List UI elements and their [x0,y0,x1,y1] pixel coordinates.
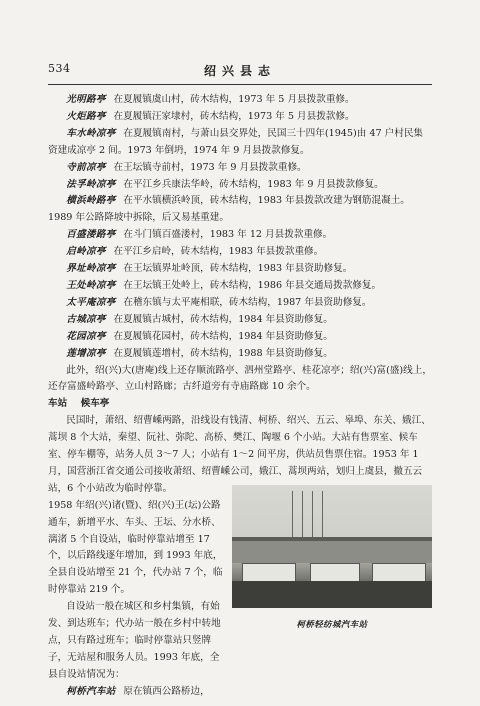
page-number: 534 [48,62,71,75]
ground [232,581,432,608]
pavilion-entry [48,346,432,363]
section-heading [48,396,432,413]
pavilion-text: 在平江乡兵康法华岭，砖木结构，1983 年 9 月县拨款修复。 [123,178,384,190]
pavilion-text: 在王坛镇王处岭上，砖木结构，1986 年县交通局拨款修复。 [123,279,382,291]
station-text: 原在镇西公路桥边， [123,685,210,697]
flagpole [312,491,313,541]
pavilion-text: 在夏履镇虞山村，砖木结构，1973 年 5 月县拨款重修。 [113,94,355,105]
section-subtitle: 候车亭 [80,398,110,410]
pavilion-text: 在夏履镇南村，与萧山县交界处，民国三十四年(1945)由 47 户村民集资建成凉亭 2 间。1973 年倒坍，1974 年 9 月县拨款修复。 [48,127,424,156]
pavilion-entry [48,227,432,244]
pavilion-name: 火炬路亭 [66,110,106,122]
pavilion-entry [48,278,432,295]
pavilion-entry [48,295,432,312]
pavilion-text: 在平水镇横浜岭顶，砖木结构，1983 年县拨款改建为钢筋混凝土。1989 年公路降坡中拆除，后又易基重建。 [48,195,410,224]
pavilion-text: 在平江乡启岭，砖木结构，1983 年县拨款重修。 [113,246,324,258]
pavilion-name: 界址岭凉亭 [66,263,116,275]
book-title: 绍兴县志 [203,64,276,78]
pavilion-name: 古城凉亭 [66,313,106,325]
pavilion-entry [48,109,432,126]
section-paragraph: 自设站一般在城区和乡村集镇，有始发、到达班车；代办站一般在乡村中转地点，只有路过班车；临时停靠站只竖牌子，无站屋和服务人员。1993 年底，全县自设站情况为： [48,601,221,680]
flagpole [322,491,323,541]
pavilion-text: 在夏履镇汪家埭村，砖木结构，1973 年 5 月县拨款修。 [113,110,355,122]
pavilion-name: 太平庵凉亭 [66,296,116,308]
bus-station-photo [232,485,432,608]
photo-caption: 柯桥轻纺城汽车站 [296,619,368,629]
station-entry [48,684,223,701]
section-paragraph: 1958 年绍(兴)诸(暨)、绍(兴)王(坛)公路通车，新增平水、车头、王坛、分水桥、漓渚 5 个自设站，临时停靠站增至 17 个，以后路线逐年增加，到 1993 年底，全县自设站增至 21 个，代办站 7 个，临时停靠站 219 个。 [48,499,223,596]
section-title: 车站 [48,398,68,410]
text-beside-photo [48,498,223,701]
pavilion-entry [48,177,432,194]
bus [242,563,296,583]
pavilion-text: 在稽东镇与太平庵相联，砖木结构，1987 年县资助修复。 [123,296,372,308]
pavilion-entry [48,261,432,278]
pavilion-name: 莲增凉亭 [66,347,106,359]
pavilion-entry [48,312,432,329]
pavilion-name: 王处岭凉亭 [66,279,116,291]
pavilion-name: 光明路亭 [66,94,106,105]
pavilion-text: 在夏履镇花园村，砖木结构，1984 年县资助修复。 [113,330,333,342]
pavilion-name: 百盛溇路亭 [66,229,116,241]
flagpole [292,491,293,541]
section-paragraph: 民国时，萧绍、绍曹嵊两路，沿线设有钱清、柯桥、绍兴、五云、皋埠、东关、娥江、蒿坝 8 个大站，秦望、阮社、弥陀、高桥、樊江、陶堰 6 个小站。大站有售票室、候车室、停车棚等，站务人员 3～7 人；小站有 1～2 间平房，供站员售票住宿。1953 年 1 月，国营浙江省交通公司接收萧绍、绍曹嵊公司，娥江、蒿坝两站，划归上虞县，撤五云站，6 个小站改为临时停靠。 [48,415,431,494]
pavilions-summary: 此外，绍(兴)大(唐庵)线上还存顺流路亭、泗州堂路亭、桂花凉亭；绍(兴)富(盛)线上，还存富盛岭路亭、立山村路廊；古纤道旁有寺庙路廊 10 余个。 [48,364,432,393]
pavilion-text: 在斗门镇百盛溇村，1983 年 12 月县拨款重修。 [123,229,333,241]
pavilion-entry [48,193,432,227]
page-header [0,62,480,86]
pavilion-entry [48,126,432,160]
bus [310,563,360,583]
pavilion-entry [48,92,432,109]
pavilion-text: 在夏履镇古城村，砖木结构，1984 年县资助修复。 [113,313,333,325]
station-name: 柯桥汽车站 [66,685,116,697]
pavilion-name: 法孚岭凉亭 [66,178,116,190]
body-text [48,92,432,701]
pavilion-name: 横浜岭路亭 [66,195,116,207]
pavilion-name: 车水岭凉亭 [66,127,116,139]
pavilion-text: 在王坛镇界址岭顶，砖木结构，1983 年县资助修复。 [123,263,353,275]
pavilion-entry [48,244,432,261]
pavilion-text: 在夏履镇莲增村，砖木结构，1988 年县资助修复。 [113,347,333,359]
flagpole [302,491,303,541]
pavilion-name: 启岭凉亭 [66,246,106,258]
pavilion-entry [48,160,432,177]
bus [372,563,426,583]
pavilion-name: 花园凉亭 [66,330,106,342]
pavilion-text: 在王坛镇寺前村，1973 年 9 月县拨款重修。 [113,161,307,173]
pavilion-entry [48,329,432,346]
header-rule [48,84,432,85]
station-building [232,541,432,563]
pavilion-name: 寺前凉亭 [66,161,106,173]
